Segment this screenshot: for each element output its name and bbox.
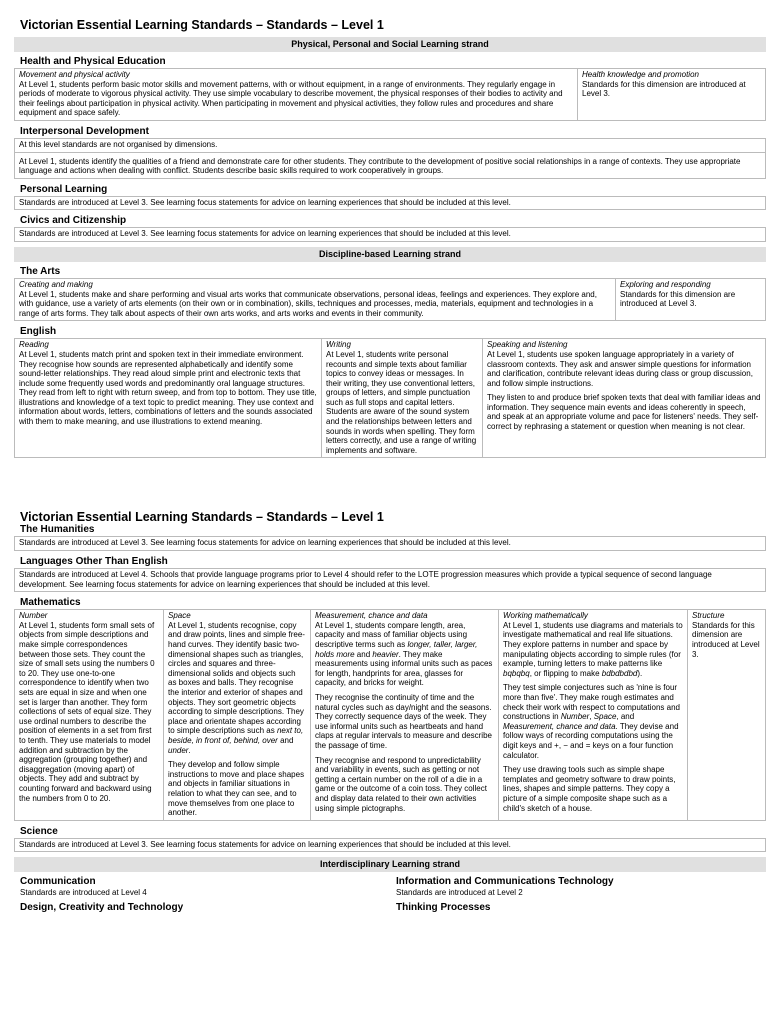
dimension-label: Writing [326,340,351,350]
dimension-label: Space [168,611,191,621]
standards-text: At Level 1, students identify the qualities of a friend and demonstrate care for other students. They contribute to the development of positive social relationships in a range of contexts. They use appropriate language and actions when dealing with conflict. Students describe basic skills required to work cooperatively in groups. [19,156,741,176]
section-science [14,826,766,853]
dimension-cell [15,610,163,819]
dimension-label: Movement and physical activity [19,70,130,79]
standards-text: Standards are introduced at Level 2 [396,888,523,898]
standards-text: Standards are introduced at Level 4 [20,888,147,898]
page-title: Victorian Essential Learning Standards – Standards – Level 1 [20,510,384,525]
note-cell: At this level standards are not organised by dimensions. [15,139,765,153]
dimension-text: Standards for this dimension are introduced at Level 3. [620,289,736,309]
section-title: Information and Communications Technology [396,876,614,888]
dimension-cell [482,339,765,457]
dimension-cell [577,69,765,120]
dimension-text: At Level 1, students recognise, copy and draw points, lines and simple free-hand curves. They identify basic two-dimensional shapes such as triangles, circles and squares and three-dimensional solids and objects such as boxes and balls. They recognise the interior and exterior of shapes and objects. They sort geometric objects according to simple descriptions. They place and orientate shapes according to simple descriptions such as next to, beside, in front of, behind, over and under. [168,620,305,755]
dimension-cell [15,279,615,320]
dimension-label: Creating and making [19,279,93,289]
dimension-label: Health knowledge and promotion [582,70,699,79]
dimension-cell [321,339,482,457]
section-title: English [20,326,57,338]
dimension-label: Speaking and listening [487,340,568,350]
interdisciplinary-grid [14,876,766,914]
strand-heading: Interdisciplinary Learning strand [14,857,766,872]
standards-text: Standards are introduced at Level 4. Schools that provide language programs prior to Level 4 should refer to the LOTE progression measures which provide a typical sequence of second language development. See learning focus statements for advice on learning experiences that should be included at this level. [14,568,766,592]
dimension-text: At Level 1, students use spoken language appropriately in a variety of classroom contexts. They ask and answer simple questions for information and clarification, contribute relevant ideas during class or group discussion, and follow simple instructions. [487,349,753,388]
section-lote [14,556,766,592]
dimension-text: At Level 1, students write personal recounts and simple texts about familiar topics to convey ideas or messages. In their writing, they use conventional letters, groups of letters, and simple punctuation such as full stops and capital letters. Students are aware of the sound system and the relationships between letters and sounds in words when spelling. They form letters correctly, and use a range of writing implements and software. [326,349,477,455]
dimension-text: They recognise and respond to unpredictability and variability in events, such as getting or not getting a certain number on the roll of a die in a game or the outcome of a coin toss. They collect and display data related to their own activities using simple pictographs. [315,755,487,813]
dimension-cell [687,610,765,819]
dimension-cell [163,610,310,819]
standards-text: Standards are introduced at Level 3. See learning focus statements for advice on learning experiences that should be included at this level. [14,196,766,211]
section-title: The Arts [20,265,61,277]
standards-table [14,68,766,121]
section-title: Communication [20,876,96,888]
dimension-text: Standards for this dimension are introduced at Level 3. [582,79,746,99]
dimension-label: Number [19,611,48,621]
dimension-text: Standards for this dimension are introduced at Level 3. [692,620,760,659]
section-humanities [14,524,766,551]
section-the-arts [14,266,766,321]
section-title: Design, Creativity and Technology [20,902,184,914]
document-page [14,0,766,914]
dimension-text: At Level 1, students match print and spoken text in their immediate environment. They recognise how sounds are represented alphabetically and identify some sound-letter relationships. They read aloud simple print and electronic texts that include some frequently used words and predominantly oral language structures. They read from left to right with return sweep, and from top to bottom. They use title, illustrations and knowledge of a text topic to predict meaning. They use context and information about words, letters, combinations of letters and the sounds associated with them to make meaning, and use illustrations to extend meaning. [19,349,317,427]
dimension-text: They use drawing tools such as simple shape templates and geometry software to draw points, lines, shapes and simple patterns. They copy a picture of a simple composite shape such as a child's sketch of a house. [503,765,676,813]
section-title: The Humanities [20,524,95,536]
standards-text: Standards are introduced at Level 3. See learning focus statements for advice on learning experiences that should be included at this level. [14,536,766,551]
section-title: Science [20,825,58,837]
page-break [14,463,766,510]
dimension-text: They listen to and produce brief spoken texts that deal with familiar ideas and information. They sequence main events and ideas coherently in speech, and speak at an appropriate volume and pace for listeners' needs. They self-correct by rephrasing a statement or question when meaning is not clear. [487,393,761,432]
dimension-label: Measurement, chance and data [315,611,428,621]
dimension-text: At Level 1, students perform basic motor skills and movement patterns, with or without equipment, in a range of environments. They regularly engage in periods of moderate to vigorous physical activity. They use simple vocabulary to describe movement, the physical responses of their bodies to activity and their feelings about participation in physical activity. When participating in movement and physical activities, they follow rules and procedures and share equipment and space safely. [19,79,563,118]
section-title: Interpersonal Development [20,125,149,137]
section-english [14,326,766,458]
dimension-text: At Level 1, students make and share performing and visual arts works that communicate observations, personal ideas, feelings and experiences. They explore and, with guidance, use a variety of arts elements (on their own or in combination), skills, techniques and processes, media, materials, equipment and technologies in a range of arts forms. They talk about aspects of their own arts works, and arts works and events in their community. [19,289,597,318]
dimension-text: They test simple conjectures such as 'nine is four more than five'. They make rough estimates and check their work with respect to computations and constructions in Number, Space, and Measurement, chance and data. They devise and follow ways of recording computations using the digit keys and +, − and = keys on a four function calculator. [503,683,680,760]
section-ict [390,876,766,914]
strand-heading: Physical, Personal and Social Learning strand [14,37,766,52]
dimension-text: At Level 1, students form small sets of objects from simple descriptions and make simple correspondences between those sets. They count the size of small sets using the numbers 0 to 20. They use one-to-one correspondence to identify when two sets are equal in size and when one set is larger than another. They form collections of sets of equal size. They use ordinal numbers to describe the position of elements in a set from first to tenth. They use materials to model addition and subtraction by the aggregation (grouping together) and disaggregation (moving apart) of objects. They add and subtract by counting forward and backward using the numbers from 0 to 20. [19,620,155,803]
dimension-label: Structure [692,611,725,621]
dimension-text: At Level 1, students use diagrams and materials to investigate mathematical and real life situations. They explore patterns in number and space by manipulating objects according to simple rules (for example, turning letters to make patterns like bqbqbq, or flipping to make bdbdbdbd). [503,620,683,678]
section-title: Languages Other Than English [20,556,168,568]
section-title: Personal Learning [20,183,108,195]
section-mathematics [14,597,766,820]
dimension-cell [15,339,321,457]
dimension-text: At Level 1, students compare length, area, capacity and mass of familiar objects using descriptive terms such as longer, taller, larger, holds more and heavier. They make measurements using informal units such as paces for length, handprints for area, glasses for capacity, and bricks for weight. [315,620,493,688]
standards-table [14,138,766,179]
dimension-label: Working mathematically [503,611,588,621]
section-personal-learning [14,184,766,211]
standards-table [14,278,766,321]
section-communication [14,876,390,914]
standards-table [14,338,766,458]
dimension-cell [615,279,765,320]
dimension-cell [15,69,577,120]
page-title: Victorian Essential Learning Standards – Standards – Level 1 [20,18,384,32]
dimension-cell [310,610,498,819]
section-title: Health and Physical Education [20,56,166,67]
section-civics-citizenship [14,215,766,242]
dimension-cell [498,610,687,819]
dimension-text: They develop and follow simple instructions to move and place shapes and objects in familiar situations in relation to what they can see, and to move themselves from one place to another. [168,760,305,818]
standards-text: Standards are introduced at Level 3. See learning focus statements for advice on learning experiences that should be included at this level. [14,838,766,853]
section-title: Thinking Processes [396,902,491,914]
dimension-label: Reading [19,340,49,350]
standards-table [14,609,766,820]
dimension-text: They recognise the continuity of time and the natural cycles such as day/night and the seasons. They correctly sequence days of the week. They use informal units such as heartbeats and hand claps at regular intervals to measure and describe the passage of time. [315,692,492,750]
dimension-label: Exploring and responding [620,279,711,289]
section-interpersonal-development [14,126,766,179]
section-title: Mathematics [20,597,81,609]
section-health-physical-education [14,56,766,121]
strand-heading: Discipline-based Learning strand [14,247,766,262]
section-title: Civics and Citizenship [20,215,127,227]
standards-text: Standards are introduced at Level 3. See learning focus statements for advice on learning experiences that should be included at this level. [14,227,766,242]
